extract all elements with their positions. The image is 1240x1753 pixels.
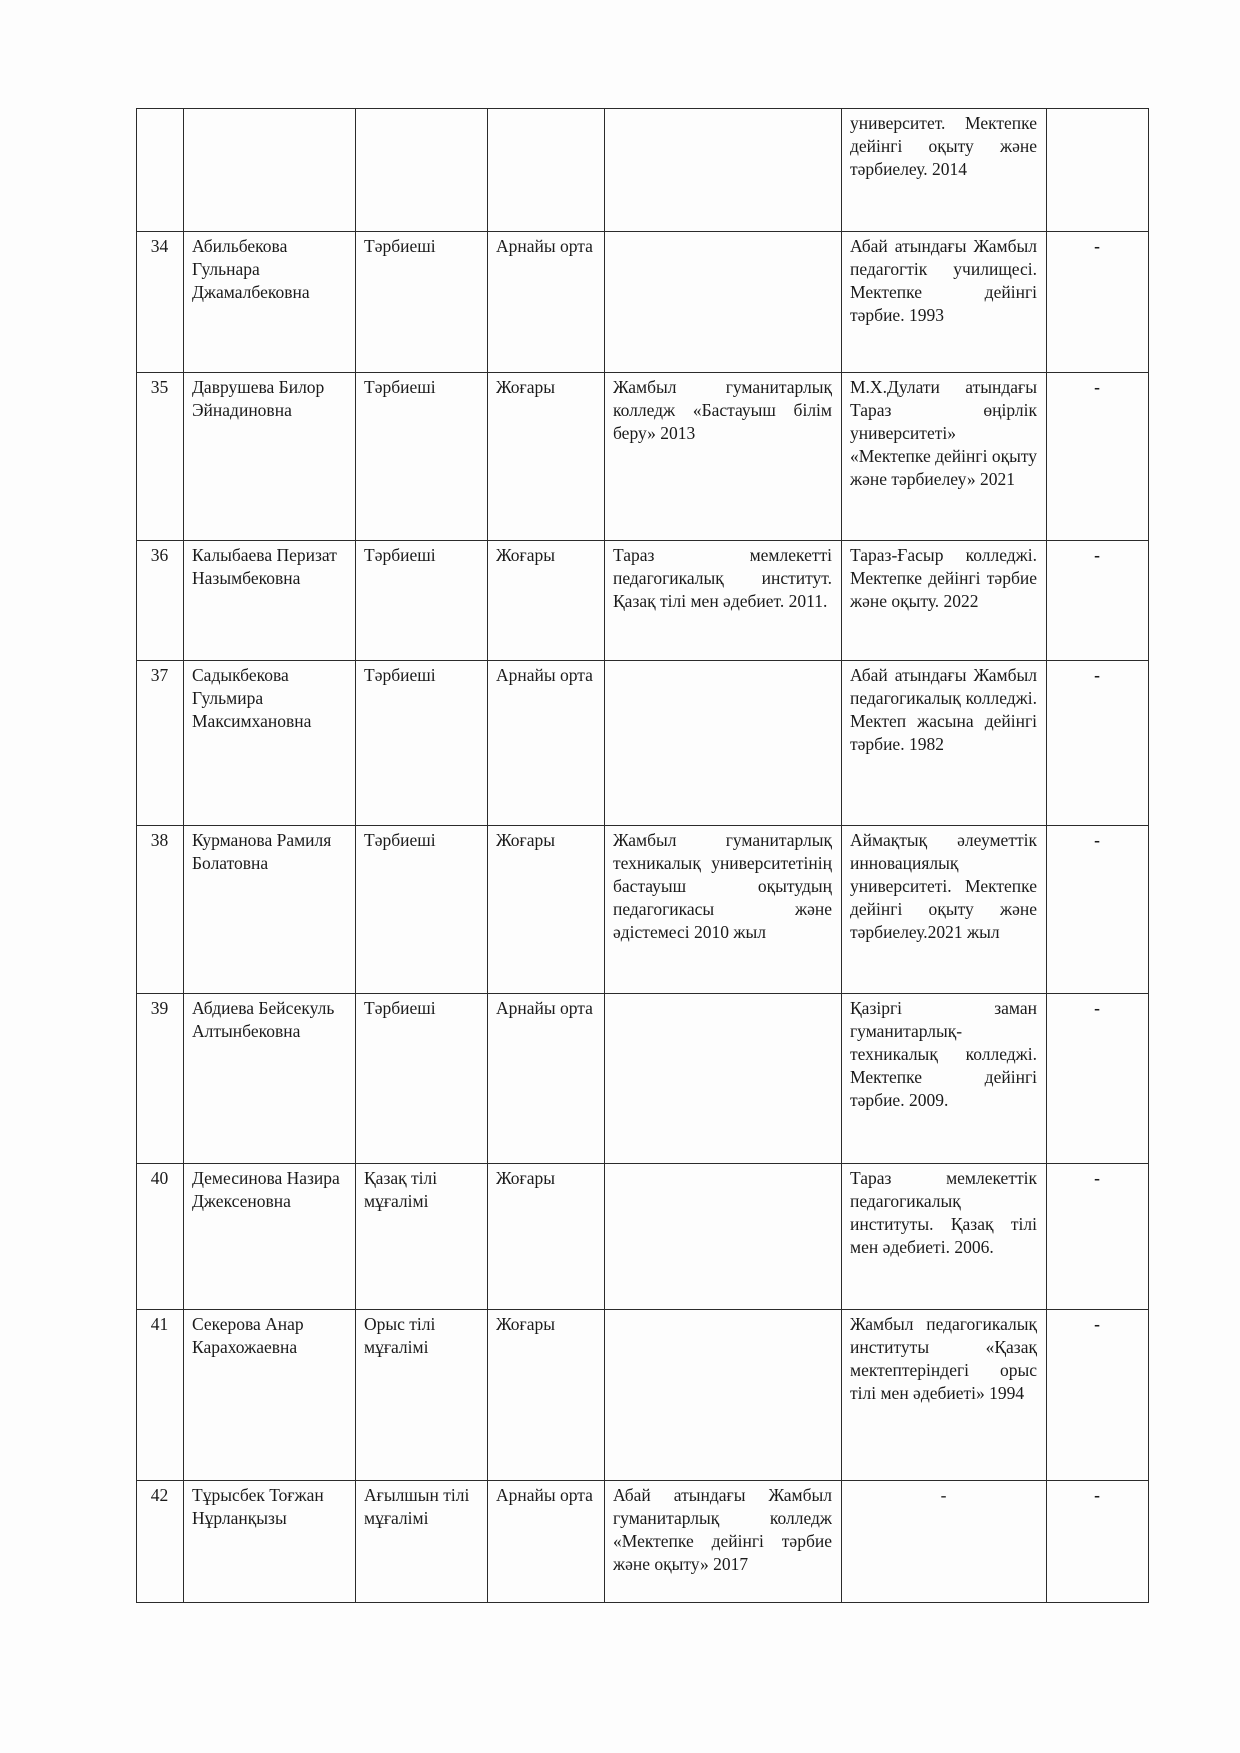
prior-qualification: Жамбыл гуманитарлық техникалық университетінің бастауыш оқытудың педагогикасы және әдістемесі 2010 жыл — [605, 826, 842, 994]
note: - — [1047, 994, 1149, 1164]
position: Тәрбиеші — [356, 232, 488, 373]
education-level: Жоғары — [488, 826, 605, 994]
position: Тәрбиеші — [356, 826, 488, 994]
prior-qualification — [605, 661, 842, 826]
table-row — [137, 661, 1149, 826]
row-number: 41 — [137, 1310, 184, 1481]
table-row — [137, 373, 1149, 541]
retraining: - — [842, 1481, 1047, 1603]
note: - — [1047, 1164, 1149, 1310]
retraining: Жамбыл педагогикалық институты «Қазақ мектептеріндегі орыс тілі мен әдебиеті» 1994 — [842, 1310, 1047, 1481]
table-row — [137, 232, 1149, 373]
note: - — [1047, 232, 1149, 373]
education-level: Жоғары — [488, 1310, 605, 1481]
row-number: 40 — [137, 1164, 184, 1310]
education-level: Арнайы орта — [488, 232, 605, 373]
education-level: Арнайы орта — [488, 1481, 605, 1603]
staff-table — [136, 108, 1149, 1603]
prior-qualification — [605, 232, 842, 373]
row-number: 37 — [137, 661, 184, 826]
prior-qualification: Абай атындағы Жамбыл гуманитарлық колледж «Мектепке дейінгі тәрбие және оқыту» 2017 — [605, 1481, 842, 1603]
prior-qualification — [605, 1164, 842, 1310]
table-row — [137, 826, 1149, 994]
prior-qualification — [605, 109, 842, 232]
prior-qualification: Тараз мемлекетті педагогикалық институт. Қазақ тілі мен әдебиет. 2011. — [605, 541, 842, 661]
table-row — [137, 109, 1149, 232]
employee-name: Тұрысбек Тоғжан Нұрланқызы — [184, 1481, 356, 1603]
employee-name: Абдиева Бейсекуль Алтынбековна — [184, 994, 356, 1164]
retraining: Аймақтық әлеуметтік инновациялық университеті. Мектепке дейінгі оқыту және тәрбиелеу.2021 жыл — [842, 826, 1047, 994]
position: Орыс тілі мұғалімі — [356, 1310, 488, 1481]
education-level — [488, 109, 605, 232]
retraining: Тараз-Ғасыр колледжі. Мектепке дейінгі тәрбие және оқыту. 2022 — [842, 541, 1047, 661]
table-row — [137, 1481, 1149, 1603]
retraining: Қазіргі заман гуманитарлық-техникалық колледжі. Мектепке дейінгі тәрбие. 2009. — [842, 994, 1047, 1164]
retraining: М.Х.Дулати атындағы Тараз өңірлік университеті» «Мектепке дейінгі оқыту және тәрбиелеу» 2021 — [842, 373, 1047, 541]
row-number: 39 — [137, 994, 184, 1164]
row-number: 42 — [137, 1481, 184, 1603]
education-level: Жоғары — [488, 373, 605, 541]
row-number: 34 — [137, 232, 184, 373]
table-row — [137, 994, 1149, 1164]
note: - — [1047, 661, 1149, 826]
employee-name: Калыбаева Перизат Назымбековна — [184, 541, 356, 661]
prior-qualification — [605, 994, 842, 1164]
employee-name: Даврушева Билор Эйнадиновна — [184, 373, 356, 541]
note: - — [1047, 826, 1149, 994]
note: - — [1047, 1310, 1149, 1481]
row-number: 35 — [137, 373, 184, 541]
retraining: университет. Мектепке дейінгі оқыту және тәрбиелеу. 2014 — [842, 109, 1047, 232]
position: Ағылшын тілі мұғалімі — [356, 1481, 488, 1603]
employee-name: Садыкбекова Гульмира Максимхановна — [184, 661, 356, 826]
employee-name: Демесинова Назира Джексеновна — [184, 1164, 356, 1310]
position: Тәрбиеші — [356, 541, 488, 661]
education-level: Арнайы орта — [488, 661, 605, 826]
table-row — [137, 1164, 1149, 1310]
education-level: Жоғары — [488, 1164, 605, 1310]
education-level: Жоғары — [488, 541, 605, 661]
retraining: Тараз мемлекеттік педагогикалық институты. Қазақ тілі мен әдебиеті. 2006. — [842, 1164, 1047, 1310]
retraining: Абай атындағы Жамбыл педагогикалық колледжі. Мектеп жасына дейінгі тәрбие. 1982 — [842, 661, 1047, 826]
row-number: 36 — [137, 541, 184, 661]
table-row — [137, 1310, 1149, 1481]
employee-name: Абильбекова Гульнара Джамалбековна — [184, 232, 356, 373]
employee-name: Секерова Анар Карахожаевна — [184, 1310, 356, 1481]
note — [1047, 109, 1149, 232]
note: - — [1047, 373, 1149, 541]
row-number — [137, 109, 184, 232]
employee-name — [184, 109, 356, 232]
table-row — [137, 541, 1149, 661]
retraining: Абай атындағы Жамбыл педагогтік училищесі. Мектепке дейінгі тәрбие. 1993 — [842, 232, 1047, 373]
row-number: 38 — [137, 826, 184, 994]
position — [356, 109, 488, 232]
prior-qualification: Жамбыл гуманитарлық колледж «Бастауыш білім беру» 2013 — [605, 373, 842, 541]
position: Қазақ тілі мұғалімі — [356, 1164, 488, 1310]
position: Тәрбиеші — [356, 661, 488, 826]
employee-name: Курманова Рамиля Болатовна — [184, 826, 356, 994]
prior-qualification — [605, 1310, 842, 1481]
education-level: Арнайы орта — [488, 994, 605, 1164]
note: - — [1047, 541, 1149, 661]
position: Тәрбиеші — [356, 994, 488, 1164]
position: Тәрбиеші — [356, 373, 488, 541]
note: - — [1047, 1481, 1149, 1603]
